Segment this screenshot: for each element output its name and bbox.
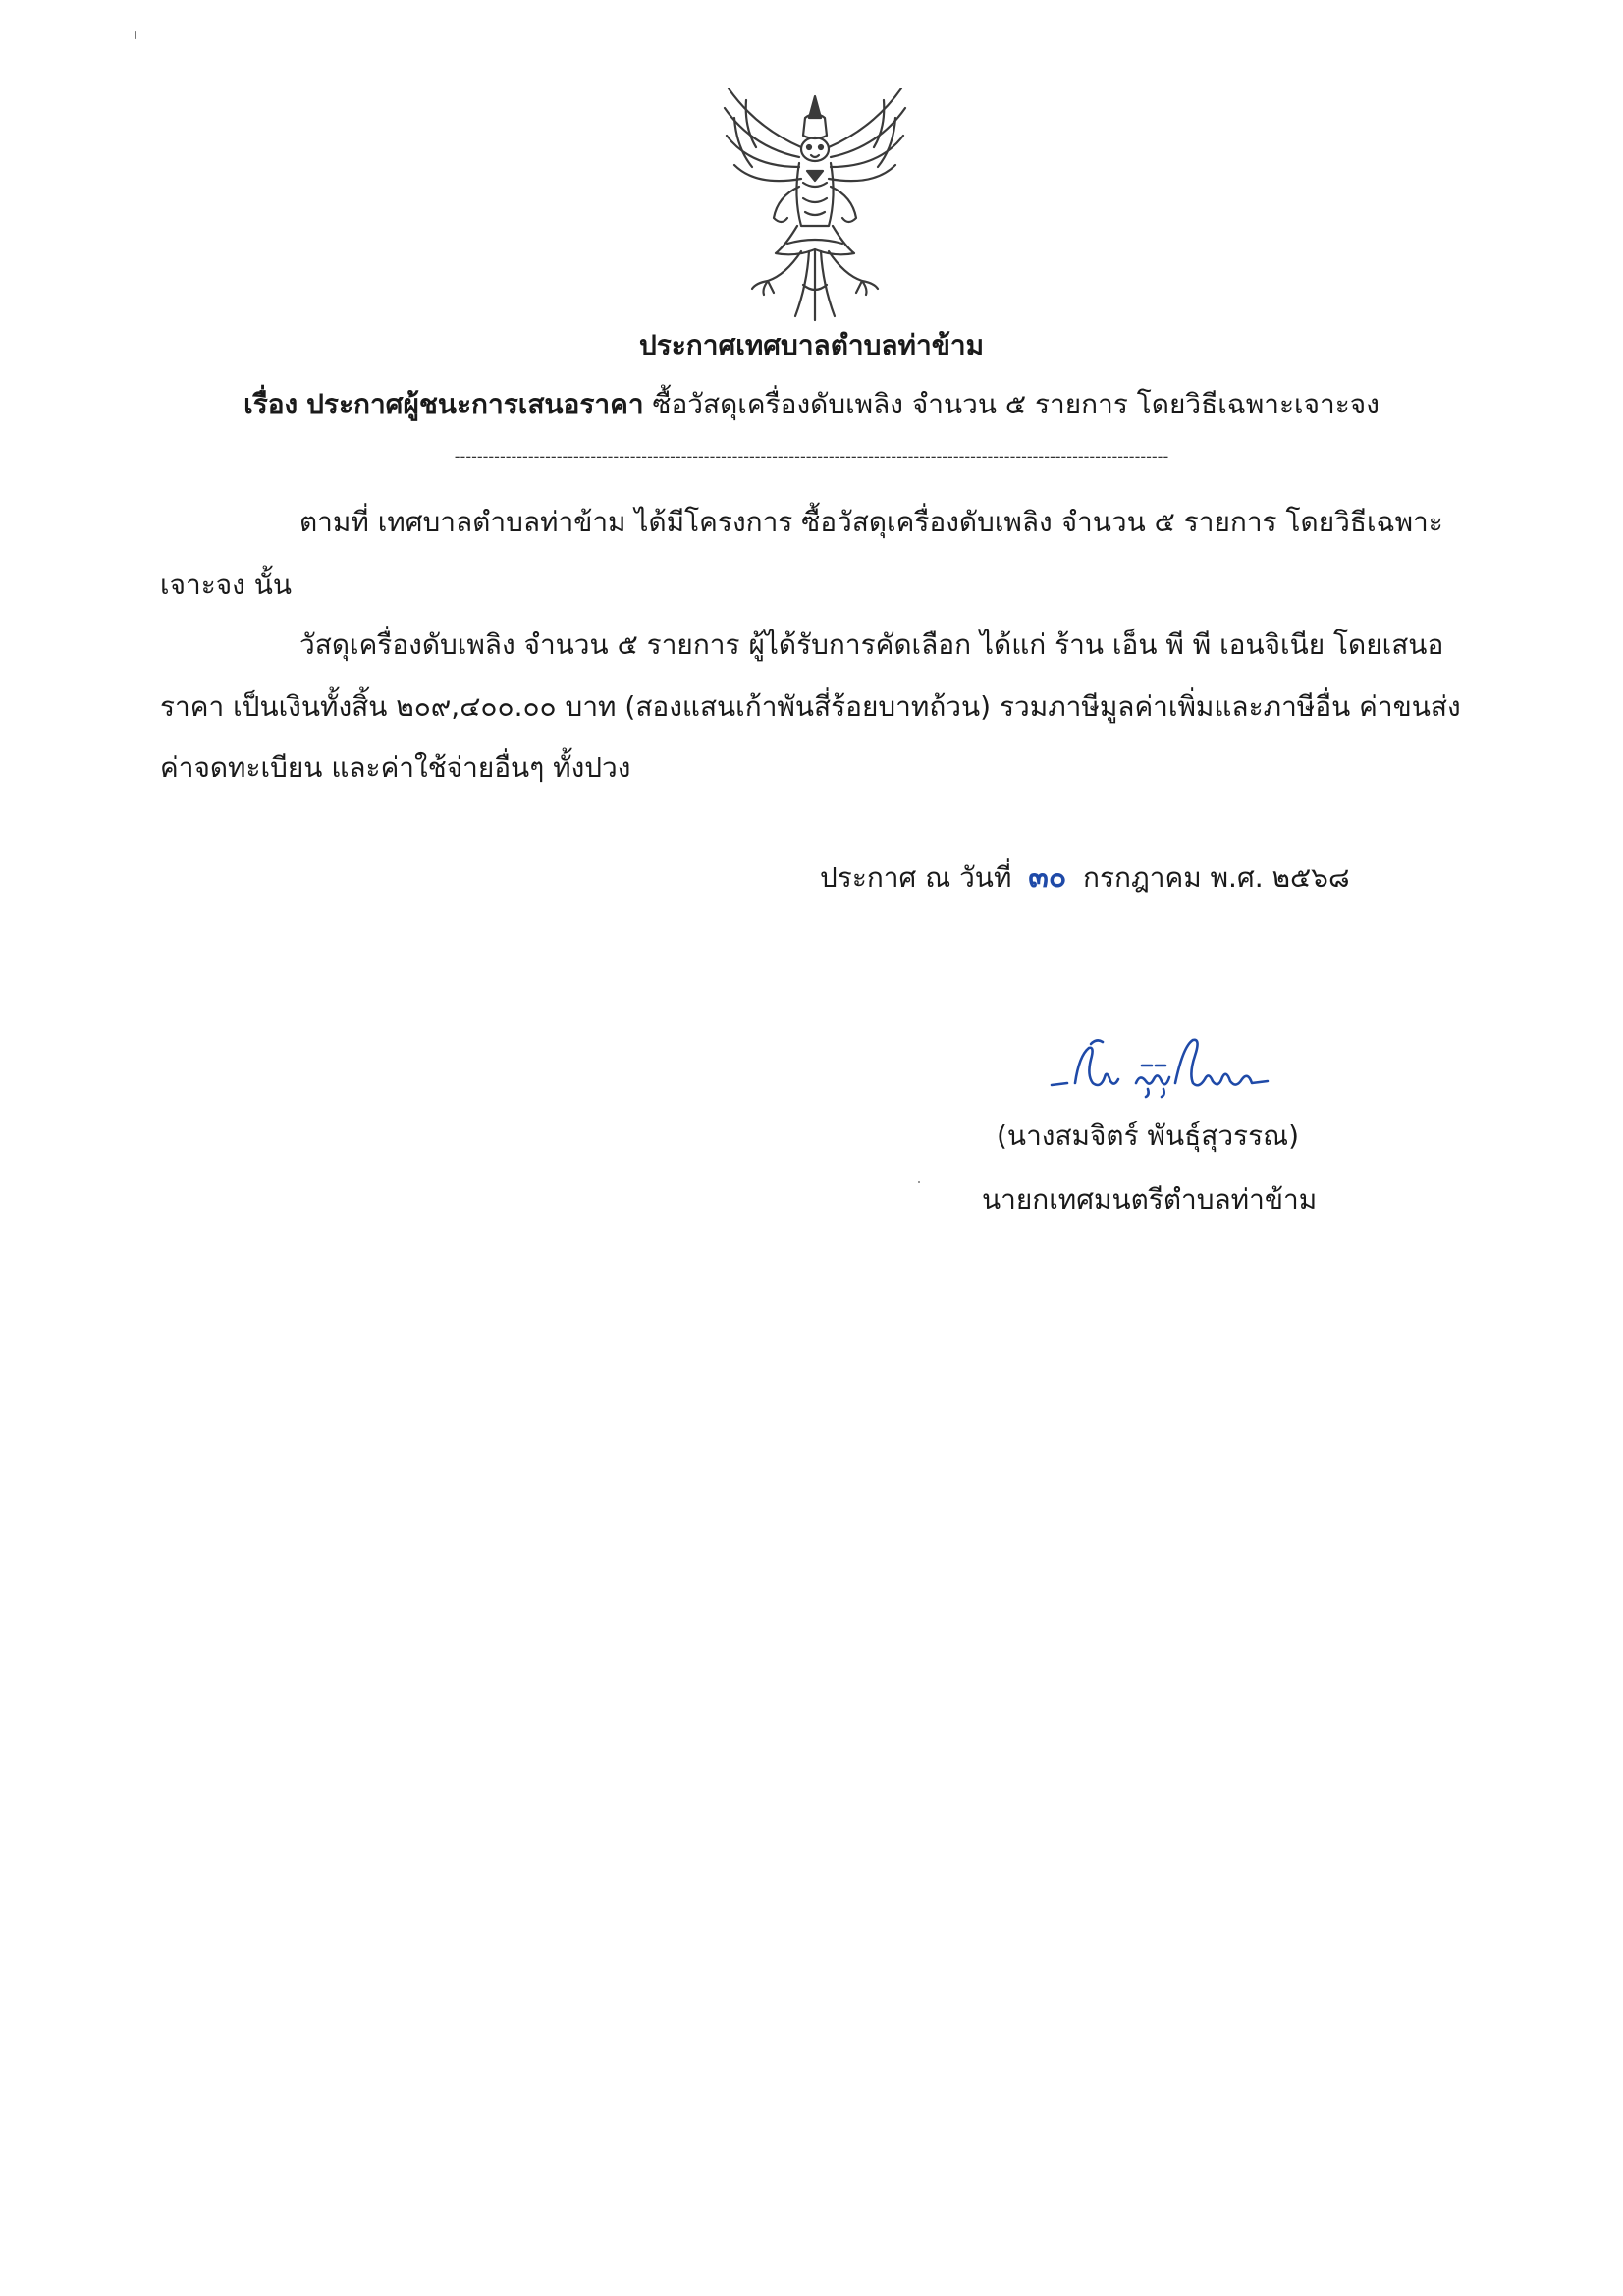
scan-speck	[918, 1181, 920, 1183]
subject-label: เรื่อง	[243, 388, 298, 420]
announcement-month-year: กรกฎาคม พ.ศ. ๒๕๖๘	[1083, 861, 1350, 894]
handwritten-signature	[1046, 1026, 1281, 1105]
subject-rest: ซื้อวัสดุเครื่องดับเพลิง จำนวน ๕ รายการ โดยวิธีเฉพาะเจาะจง	[652, 388, 1380, 420]
document-subject	[0, 383, 1623, 426]
announcement-prefix: ประกาศ ณ วันที่	[820, 861, 1012, 894]
paragraph-2-line-1: วัสดุเครื่องดับเพลิง จำนวน ๕ รายการ ผู้ได้รับการคัดเลือก ได้แก่ ร้าน เอ็น พี พี เอนจิเนีย โดยเสนอ	[299, 629, 1444, 661]
announcement-day: ๓๐	[1028, 860, 1067, 895]
subject-lead: ประกาศผู้ชนะการเสนอราคา	[306, 388, 644, 420]
document-title: ประกาศเทศบาลตำบลท่าข้าม	[638, 329, 985, 361]
signatory-name: (นางสมจิตร์ พันธุ์สุวรรณ)	[997, 1120, 1300, 1152]
divider-line: ------------------------------------------------------------------------------------------------------------------------------	[454, 447, 1169, 465]
paragraph-2-line-3: ค่าจดทะเบียน และค่าใช้จ่ายอื่นๆ ทั้งปวง	[160, 751, 631, 784]
paragraph-2-line-2: ราคา เป็นเงินทั้งสิ้น ๒๐๙,๔๐๐.๐๐ บาท (สองแสนเก้าพันสี่ร้อยบาทถ้วน) รวมภาษีมูลค่าเพิ่มและภาษีอื่น ค่าขนส่ง	[160, 690, 1461, 723]
garuda-emblem	[717, 88, 913, 324]
paragraph-1-line-1: ตามที่ เทศบาลตำบลท่าข้าม ได้มีโครงการ ซื้อวัสดุเครื่องดับเพลิง จำนวน ๕ รายการ โดยวิธีเฉพาะ	[299, 506, 1443, 538]
announcement-date	[820, 854, 1350, 901]
signatory-position: นายกเทศมนตรีตำบลท่าข้าม	[982, 1183, 1318, 1216]
scan-speck	[135, 31, 136, 39]
paragraph-1-line-2: เจาะจง นั้น	[160, 569, 292, 601]
